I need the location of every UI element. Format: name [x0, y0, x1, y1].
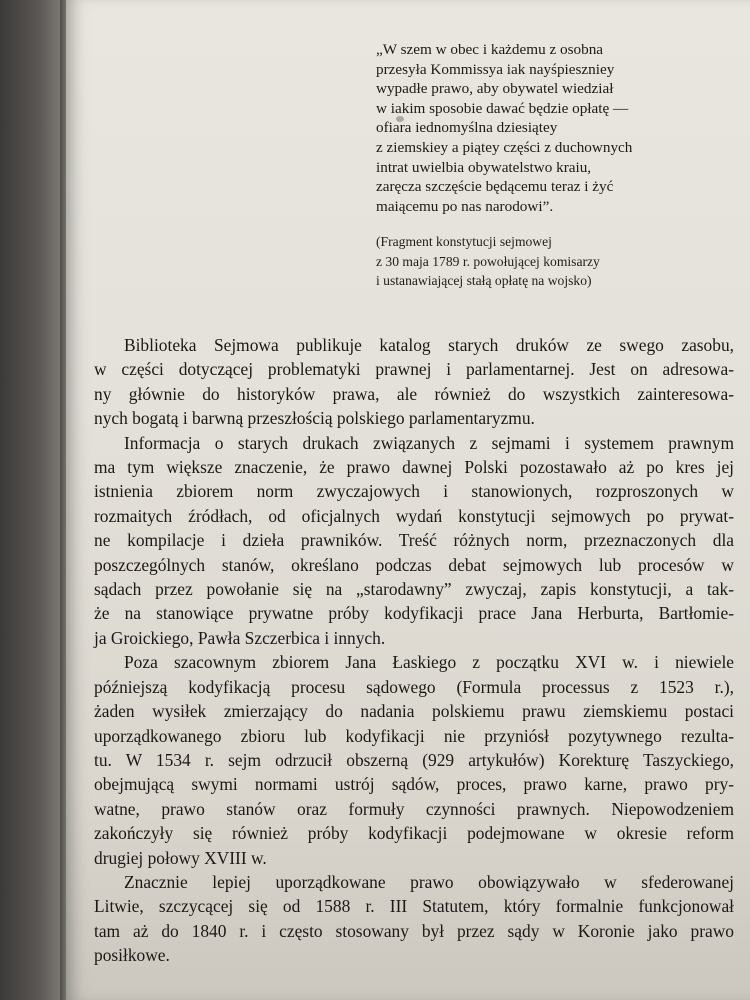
quote-source [376, 232, 726, 291]
epigraph-quote [376, 40, 716, 216]
text-line: że na stanowiące prywatne próby kodyfikacji prace Jana Herburta, Bartłomie- [94, 603, 734, 624]
quote-line: wypadłe prawo, aby obywatel wiedział [376, 80, 614, 98]
text-line: ja Groickiego, Pawła Szczerbica i innych. [94, 627, 386, 648]
text-line: Poza szacownym zbiorem Jana Łaskiego z początku XVI w. i niewiele [124, 652, 734, 673]
paragraph [94, 870, 734, 968]
source-line: i ustanawiającej stałą opłatę na wojsko) [376, 273, 592, 288]
paragraph [94, 650, 734, 870]
source-line: z 30 maja 1789 r. powołującej komisarzy [376, 253, 600, 269]
text-line: Litwie, szczycącej się od 1588 r. III Statutem, który formalnie funkcjonował [94, 896, 734, 917]
text-line: nych bogatą i barwną przeszłością polskiego parlamentaryzmu. [94, 408, 535, 429]
text-line: ma tym większe znaczenie, że prawo dawnej Polski pozostawało aż po kres jej [94, 457, 734, 478]
text-line: tam aż do 1840 r. i często stosowany był przez sądy w Koronie jako prawo [94, 920, 734, 941]
text-line: ne kompilacje i dzieła prawników. Treść różnych norm, przeznaczonych dla [94, 530, 734, 551]
text-line: w części dotyczącej problematyki prawnej i parlamentarnej. Jest on adresowa- [94, 359, 734, 380]
book-page [66, 0, 750, 1000]
text-line: tu. W 1534 r. sejm odrzucił obszerną (929 artykułów) Korekturę Taszyckiego, [94, 749, 734, 770]
quote-line: w iakim sposobie dawać będzie opłatę — [376, 99, 629, 117]
text-line: uporządkowanego zbioru lub kodyfikacji nie przyniósł pozytywnego rezulta- [94, 725, 734, 746]
text-line: Biblioteka Sejmowa publikuje katalog starych druków ze swego zasobu, [124, 335, 734, 355]
text-line: Informacja o starych drukach związanych z sejmami i systemem prawnym [124, 432, 734, 453]
quote-line: przesyła Kommissya iak nayśpieszniey [376, 60, 615, 78]
text-line: rozmaitych źródłach, od oficjalnych wydań konstytucji sejmowych po prywat- [94, 505, 734, 526]
text-line: istnienia zbiorem norm zwyczajowych i stanowionych, rozproszonych w [94, 481, 734, 502]
text-line: żaden wysiłek zmierzający do nadania polskiemu prawu ziemskiemu postaci [94, 701, 734, 722]
text-line: drugiej połowy XVIII w. [94, 847, 267, 868]
text-line: Znacznie lepiej uporządkowane prawo obowiązywało w sfederowanej [124, 871, 734, 892]
quote-line: „W szem w obec i każdemu z osobna [376, 41, 604, 58]
text-line: sądach przez powołanie się na „starodawny” zwyczaj, zapis konstytucji, a tak- [94, 579, 734, 600]
quote-line: intrat uwielbia obywatelstwo kraiu, [376, 158, 592, 176]
quote-line: ofiara iednomyślna dziesiątey [376, 119, 558, 137]
body-text [94, 333, 734, 968]
quote-line: z ziemskiey a piątey części z duchownych [376, 138, 633, 156]
source-line: (Fragment konstytucji sejmowej [376, 234, 552, 249]
text-line: obejmującą swymi normami ustrój sądów, proces, prawo karne, prawo pry- [94, 774, 734, 795]
text-line: posiłkowe. [94, 945, 170, 966]
text-line: poszczególnych stanów, określano podczas debat sejmowych lub procesów w [94, 554, 734, 575]
text-line: zakończyły się również próby kodyfikacji podejmowane w okresie reform [94, 823, 734, 844]
quote-line: zaręcza szczęście będącemu teraz i żyć [376, 178, 614, 196]
text-line: ny głównie do historyków prawa, ale również do wszystkich zainteresowa- [94, 383, 734, 404]
paragraph [94, 333, 734, 431]
text-line: późniejszą kodyfikacją procesu sądowego (Formula processus z 1523 r.), [94, 676, 734, 697]
paragraph [94, 431, 734, 651]
text-line: watne, prawo stanów oraz formuły czynności prawnych. Niepowodzeniem [94, 798, 734, 819]
quote-line: maiącemu po nas narodowi”. [376, 197, 554, 215]
